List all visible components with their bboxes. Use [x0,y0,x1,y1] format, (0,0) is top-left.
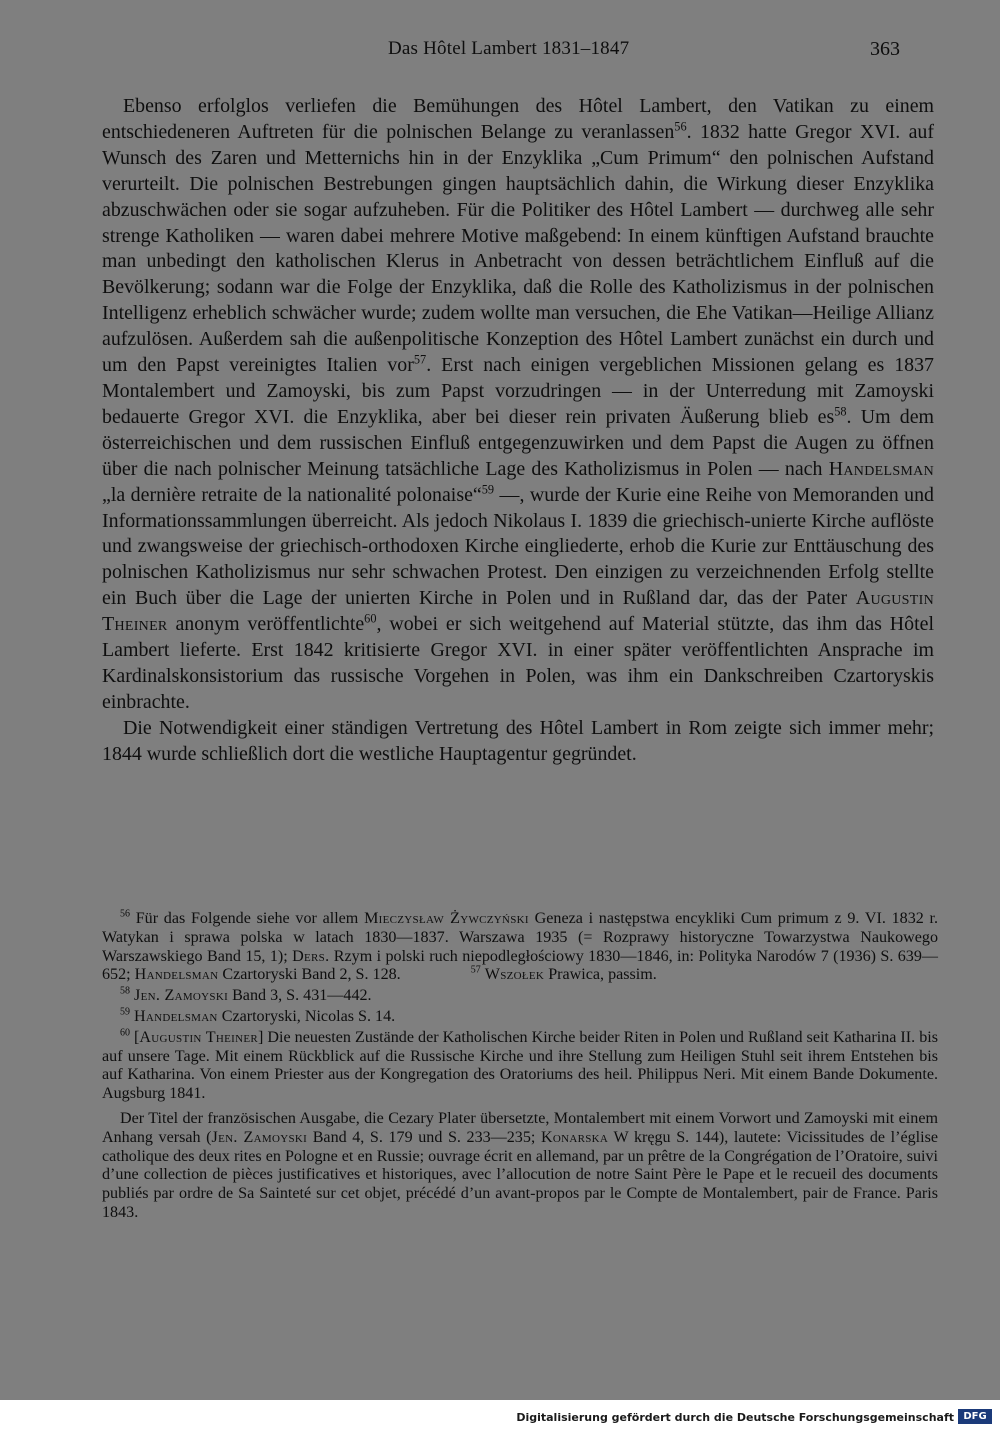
author-name: Wszołek [484,966,545,984]
funding-text: Digitalisierung gefördert durch die Deutsche Forschungsgemeinschaft [516,1411,954,1424]
footnote-number: 58 [120,985,130,997]
footnote-ref-56: 56 [674,119,687,134]
text-run: , wobei er sich weitgehend auf Material stützte, das ihm das Hôtel Lambert lieferte. Erst 1842 kritisierte Gregor XVI. in einer später veröffentlichten Ansprache im Kardinalskonsistorium das russische Vorgehen in Polen, was ihm ein Dankschreiben Czartoryskis einbrachte. [102,613,934,713]
page-header [0,38,1000,68]
text-run: W kręgu S. 144), lautete: Vicissitudes de l’église catholique des deux rites en Pologne et en Russie; ouvrage écrit en allemand, par un prêtre de la Congrégation de l’Oratoire, suivi d’une collection de pièces justificatives et historiques, avec l’allocution de notre Saint Père le Pape et le recueil des documents publiés par ordre de Sa Sainteté sur cet objet, précédé d’un avant-propos par le Compte de Montalembert, pair de France. Paris 1843. [102,1128,938,1221]
text-run: . Um dem österreichischen und dem russischen Einfluß entgegenzuwirken und dem Papst die Augen zu öffnen über die nach polnischer Meinung tatsächliche Lage des Katholizismus in Polen — nach [102,405,934,480]
text-run: [ [129,1028,140,1046]
main-text [102,94,934,768]
author-name: Handelsman [134,1007,218,1025]
text-run: Für das Folgende siehe vor allem [129,910,365,927]
author-name: Konarska [540,1128,609,1146]
text-run: Ebenso erfolglos verliefen die Bemühungen des Hôtel Lambert, den Vatikan zu einem entschiedeneren Auftreten für die polnischen Belange zu veranlassen [102,95,934,143]
footnote-60 [102,1029,938,1104]
footnotes [102,910,938,1225]
author-name: Augustin Theiner [139,1028,258,1046]
text-run: „la dernière retraite de la nationalité polonaise“ [102,483,482,506]
footnote-number: 59 [120,1006,130,1018]
footnote-number: 60 [120,1027,130,1039]
text-run: Prawica, passim. [544,966,657,984]
text-run: Rzym i polski ruch niepodległościowy 1830—1846, in: Polityka Narodów 7 (1936) S. 639—652; [102,947,938,984]
text-run: ] Die neuesten Zustände der Katholischen Kirche beider Riten in Polen und Rußland seit Katharina II. bis auf unsere Tage. Mit einem Rückblick auf die Russische Kirche und ihre Stellung zum Heiligen Stuhl seit ihrem Entstehen bis auf Katharina. Von einem Priester aus der Kongregation des Oratoriums des heil. Philippus Neri. Mit einem Bande Dokumente. Augsburg 1841. [102,1028,938,1103]
author-name: Mieczysław Żywczyński [364,910,529,927]
text-run: Band 4, S. 179 und S. 233—235; [307,1128,541,1146]
footnote-60-continuation [102,1110,938,1223]
paragraph-1 [102,94,934,716]
footnote-59 [102,1008,938,1027]
text-run: anonym veröffentlichte [167,613,365,636]
footnote-ref-60: 60 [364,611,377,626]
footnote-56 [102,910,938,985]
author-name: Jen. Zamoyski [134,987,229,1005]
footnote-number: 56 [120,908,130,920]
text-run: Czartoryski Band 2, S. 128. [218,966,401,984]
footnote-number: 57 [470,965,481,977]
text-run: Band 3, S. 431—442. [228,987,372,1005]
text-run: . Erst nach einigen vergeblichen Missionen gelang es 1837 Montalembert und Zamoyski, bis zum Papst vorzudringen — in der Unterredung mit Zamoyski bedauerte Gregor XVI. die Enzyklika, aber bei dieser rein privaten Äußerung blieb es [102,354,934,428]
funding-footer [0,1400,1000,1436]
author-name: Handelsman [828,457,934,480]
author-name: Handelsman [134,966,219,984]
footnote-ref-58: 58 [834,404,847,419]
author-name: Ders. [292,947,330,965]
footnote-ref-59: 59 [481,481,495,496]
text-run: Der Titel der französischen Ausgabe, die Cezary Plater übersetzte, Montalembert mit einem Vorwort und Zamoyski mit einem Anhang versah ( [102,1109,938,1146]
text-run: Czartoryski, Nicolas S. 14. [217,1007,396,1025]
author-name: Jen. Zamoyski [211,1128,308,1146]
text-run: Geneza i następstwa encykliki Cum primum z 9. VI. 1832 r. Watykan i sprawa polska w latach 1830—1837. Warszawa 1935 (= Rozprawy historyczne Towarzystwa Naukowego Warszawskiego Band 15, 1); [102,910,939,965]
running-title: Das Hôtel Lambert 1831–1847 [388,38,630,59]
page-number: 363 [870,38,900,60]
dfg-logo: DFG [958,1409,992,1424]
footnote-ref-57: 57 [413,352,427,367]
text-run: . 1832 hatte Gregor XVI. auf Wunsch des Zaren und Metternichs hin in der Enzyklika „Cum Primum“ den polnischen Aufstand verurteilt. Die polnischen Bestrebungen gingen hauptsächlich dahin, die Wirkung dieser Enzyklika abzuschwächen oder sie sogar aufzuheben. Für die Politiker des Hôtel Lambert — durchweg alle sehr strenge Katholiken — waren dabei mehrere Motive maßgebend: In einem künftigen Aufstand brauchte man unbedingt den katholischen Klerus in Anbetracht von dessen beträchtlichem Einfluß auf die Bevölkerung; sodann war die Folge der Enzyklika, daß die Rolle des Katholizismus in der polnischen Intelligenz erheblich schwächer wurde; zudem wollte man versuchen, die Ehe Vatikan—Heilige Allianz aufzulösen. Außerdem sah die außenpolitische Konzeption des Hôtel Lambert zunächst ein durch und um den Papst vereinigtes Italien vor [102,120,934,377]
footnote-58 [102,987,938,1006]
text-run: —, wurde der Kurie eine Reihe von Memoranden und Informationssammlungen überreicht. Als jedoch Nikolaus I. 1839 die griechisch-unierte Kirche auflöste und zwangsweise der griechisch-orthodoxen Kirche eingliederte, erhob die Kurie zur Enttäuschung des polnischen Katholizismus nur sehr schwachen Protest. Den einzigen zu verzeichnenden Erfolg stellte ein Buch über die Lage der unierten Kirche in Polen und in Rußland dar, das der Pater [102,483,934,610]
author-name: Augustin Theiner [102,587,934,636]
paragraph-2: Die Notwendigkeit einer ständigen Vertretung des Hôtel Lambert in Rom zeigte sich immer mehr; 1844 wurde schließlich dort die westliche Hauptagentur gegründet. [102,716,934,765]
